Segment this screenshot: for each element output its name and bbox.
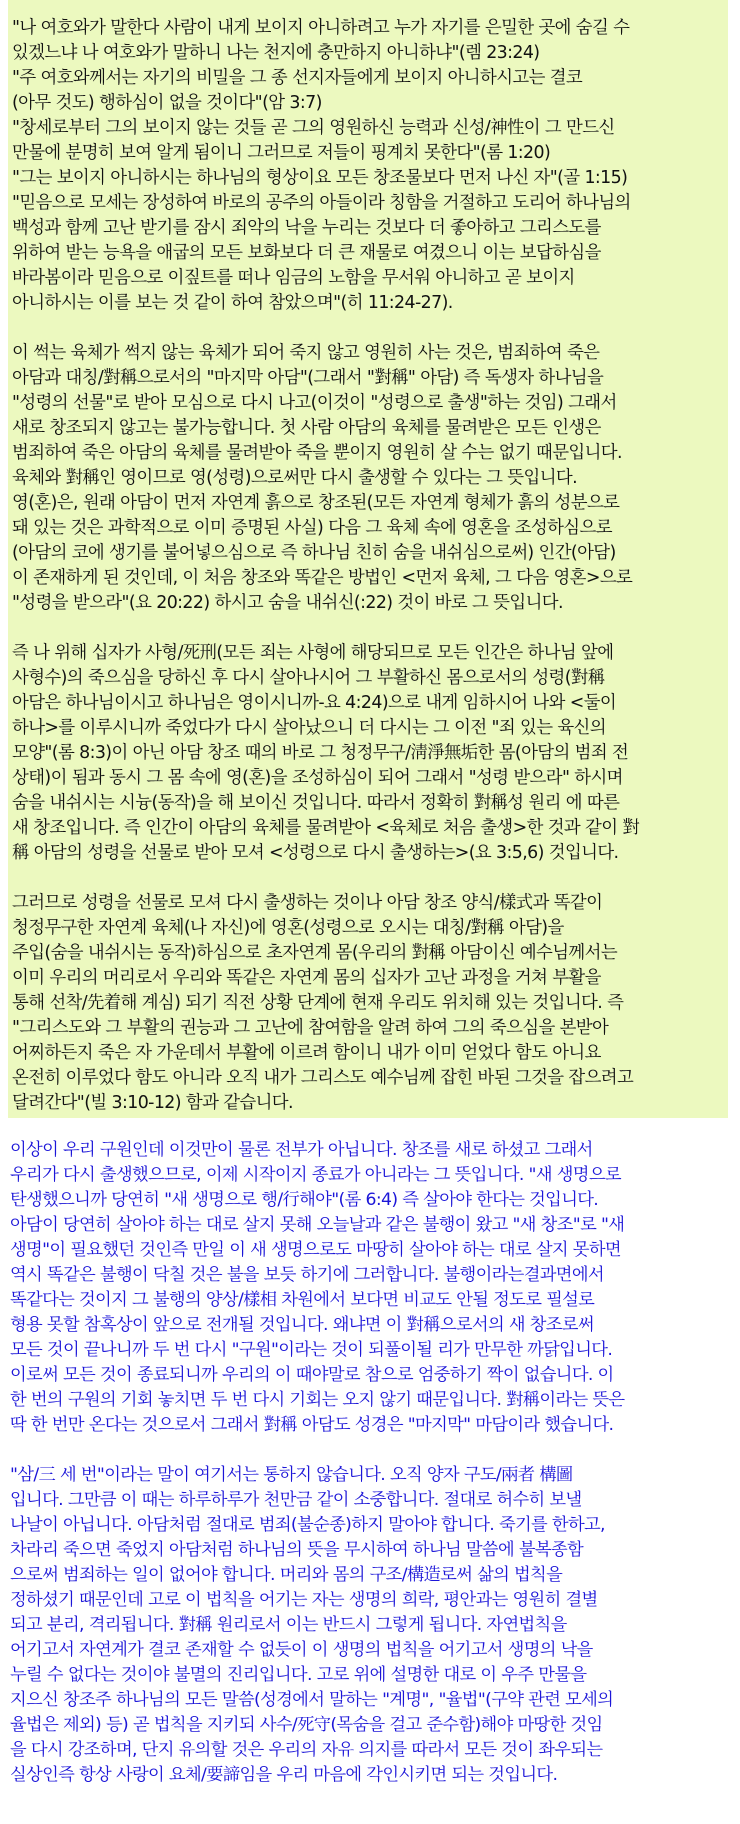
spirit-birth-paragraph: 그러므로 성령을 선물로 모셔 다시 출생하는 것이나 아담 창조 양식/樣式과 똑같이 청정무구한 자연계 육체(나 자신)에 영혼(성령으로 오시는 대칭/對稱 아담)을 주입(숨을 내쉬시는 동작)하심으로 초자연계 몸(우리의 對稱 아담이신 예수님께서는 이미 우리의 머리로서 우리와 똑같은 자연계 몸의 십자가 고난 과정을 거쳐 부활을 통해 선착/先着해 계심) 되기 직전 상황 단계에 현재 우리도 위치해 있는 것입니다. 즉 "그리스도와 그 부활의 권능과 그 고난에 참여함을 알려 하여 그의 죽으심을 본받아 어찌하든지 죽은 자 가운데서 부활에 이르려 함이니 내가 이미 얻었다 함도 아니요 온전히 이루었다 함도 아니라 오직 내가 그리스도 예수님께 잡힌 바된 그것을 잡으려고 달려간다"(빌 3:10-12) 함과 같습니다. [12,893,634,1113]
scripture-quotes-paragraph: "나 여호와가 말한다 사람이 내게 보이지 아니하려고 누가 자기를 은밀한 곳에 숨길 수 있겠느냐 나 여호와가 말하니 나는 천지에 충만하지 아니하냐"(렘 23:24) "주 여호와께서는 자기의 비밀을 그 종 선지자들에게 보이지 아니하시고는 결코 (아무 것도) 행하심이 없을 것이다"(암 3:7) "창세로부터 그의 보이지 않는 것들 곧 그의 영원하신 능력과 신성/神性이 그 만드신 만물에 분명히 보여 알게 됨이니 그러므로 저들이 핑계치 못한다"(롬 1:20) "그는 보이지 아니하시는 하나님의 형상이요 모든 창조물보다 먼저 나신 자"(골 1:15) "믿음으로 모세는 장성하여 바로의 공주의 아들이라 칭함을 거절하고 도리어 하나님의 백성과 함께 고난 받기를 잠시 죄악의 낙을 누리는 것보다 더 좋아하고 그리스도를 위하여 받는 능욕을 애굽의 모든 보화보다 더 큰 재물로 여겼으니 이는 보답하심을 바라봄이라 믿음으로 이짚트를 떠나 임금의 노함을 무서워 아니하고 곧 보이지 아니하시는 이를 보는 것 같이 하여 참았으며"(히 11:24-27). [12,18,631,313]
highlighted-section [8,0,728,1118]
new-creation-paragraph: 이 썩는 육체가 썩지 않는 육체가 되어 죽지 않고 영원히 사는 것은, 범죄하여 죽은 아담과 대칭/對稱으로서의 "마지막 아담"(그래서 "對稱" 아담) 즉 독생자 하나님을 "성령의 선물"로 받아 모심으로 다시 나고(이것이 "성령으로 출생"하는 것임) 그래서 새로 창조되지 않고는 불가능합니다. 첫 사람 아담의 육체를 물려받은 모든 인생은 범죄하여 죽은 아담의 육체를 물려받아 죽을 뿐이지 영원히 살 수는 없기 때문입니다. 육체와 對稱인 영이므로 영(성령)으로써만 다시 출생할 수 있다는 그 뜻입니다. 영(혼)은, 원래 아담이 먼저 자연계 흙으로 창조된(모든 자연계 형체가 흙의 성분으로 돼 있는 것은 과학적으로 이미 증명된 사실) 다음 그 육체 속에 영혼을 조성하심으로 (아담의 코에 생기를 불어넣으심으로 즉 하나님 친히 숨을 내쉬심으로써) 인간(아담) 이 존재하게 된 것인데, 이 처음 창조와 똑같은 방법인 <먼저 육체, 그 다음 영혼>으로 "성령을 받으라"(요 20:22) 하시고 숨을 내쉬신(:22) 것이 바로 그 뜻입니다. [12,343,633,613]
salvation-paragraph: 이상이 우리 구원인데 이것만이 물론 전부가 아닙니다. 창조를 새로 하셨고 그래서 우리가 다시 출생했으므로, 이제 시작이지 종료가 아니라는 그 뜻입니다. "새 생명으로 탄생했으니까 당연히 "새 생명으로 행/行해야"(롬 6:4) 즉 살아야 한다는 것입니다. 아담이 당연히 살아야 하는 대로 살지 못해 오늘날과 같은 불행이 왔고 "새 창조"로 "새 생명"이 필요했던 것인즉 만일 이 새 생명으로도 마땅히 살아야 하는 대로 살지 못하면 역시 똑같은 불행이 닥칠 것은 불을 보듯 하기에 그러합니다. 불행이라는결과면에서 똑같다는 것이지 그 불행의 양상/樣相 차원에서 보다면 비교도 안될 정도로 필설로 형용 못할 참혹상이 앞으로 전개될 것입니다. 왜냐면 이 對稱으로서의 새 창조로써 모든 것이 끝나니까 두 번 다시 "구원"이라는 것이 되풀이될 리가 만무한 까닭입니다. 이로써 모든 것이 종료되니까 우리의 이 때야말로 참으로 엄중하기 짝이 없습니다. 이 한 번의 구원의 기회 놓치면 두 번 다시 기회는 오지 않기 때문입니다. 對稱이라는 뜻은 딱 한 번만 온다는 것으로서 그래서 對稱 아담도 성경은 "마지막" 마담이라 했습니다. [10,1140,625,1435]
paragraph-gap [10,1438,730,1463]
paragraph-gap [12,616,724,641]
law-of-life-paragraph: "삼/三 세 번"이라는 말이 여기서는 통하지 않습니다. 오직 양자 구도/兩者 構圖 입니다. 그만큼 이 때는 하루하루가 천만금 같이 소중합니다. 절대로 허수히 보낼 나날이 아닙니다. 아담처럼 절대로 범죄(불순종)하지 말아야 합니다. 죽기를 한하고, 차라리 죽으면 죽었지 아담처럼 하나님의 뜻을 무시하여 하나님 말씀에 불복종함 으로써 범죄하는 일이 없어야 합니다. 머리와 몸의 구조/構造로써 삶의 법칙을 정하셨기 때문인데 고로 이 법칙을 어기는 자는 생명의 희락, 평안과는 영원히 결별 되고 분리, 격리됩니다. 對稱 원리로서 이는 반드시 그렇게 됩니다. 자연법칙을 어기고서 자연계가 결코 존재할 수 없듯이 이 생명의 법칙을 어기고서 생명의 낙을 누릴 수 없다는 것이야 불멸의 진리입니다. 고로 위에 설명한 대로 이 우주 만물을 지으신 창조주 하나님의 모든 말씀(성경에서 말하는 "계명", "율법"(구약 관련 모세의 율법은 제외) 등) 곧 법칙을 지키되 사수/死守(목숨을 걸고 준수함)해야 마땅한 것임 을 다시 강조하며, 단지 유의할 것은 우리의 자유 의지를 따라서 모든 것이 좌우되는 실상인즉 항상 사랑이 요체/要諦임을 우리 마음에 각인시키면 되는 것입니다. [10,1465,614,1785]
section-gap [10,1126,730,1138]
cross-resurrection-paragraph: 즉 나 위해 십자가 사형/死刑(모든 죄는 사형에 해당되므로 모든 인간은 하나님 앞에 사형수)의 죽으심을 당하신 후 다시 살아나시어 그 부활하신 몸으로서의 성령(對稱 아담은 하나님이시고 하나님은 영이시니까-요 4:24)으로 내게 임하시어 나와 <둘이 하나>를 이루시니까 죽었다가 다시 살아났으니 더 다시는 그 이전 "죄 있는 육신의 모양"(롬 8:3)이 아닌 아담 창조 때의 바로 그 청정무구/淸淨無垢한 몸(아담의 범죄 전 상태)이 됨과 동시 그 몸 속에 영(혼)을 조성하심이 되어 그래서 "성령 받으라" 하시며 숨을 내쉬시는 시늉(동작)을 해 보이신 것입니다. 따라서 정확히 對稱성 원리 에 따른 새 창조입니다. 즉 인간이 아담의 육체를 물려받아 <육체로 처음 출생>한 것과 같이 對 稱 아담의 성령을 선물로 받아 모셔 <성령으로 다시 출생하는>(요 3:5,6) 것입니다. [12,643,640,863]
paragraph-gap [12,866,724,891]
paragraph-gap [12,316,724,341]
blue-section [0,1118,740,1788]
